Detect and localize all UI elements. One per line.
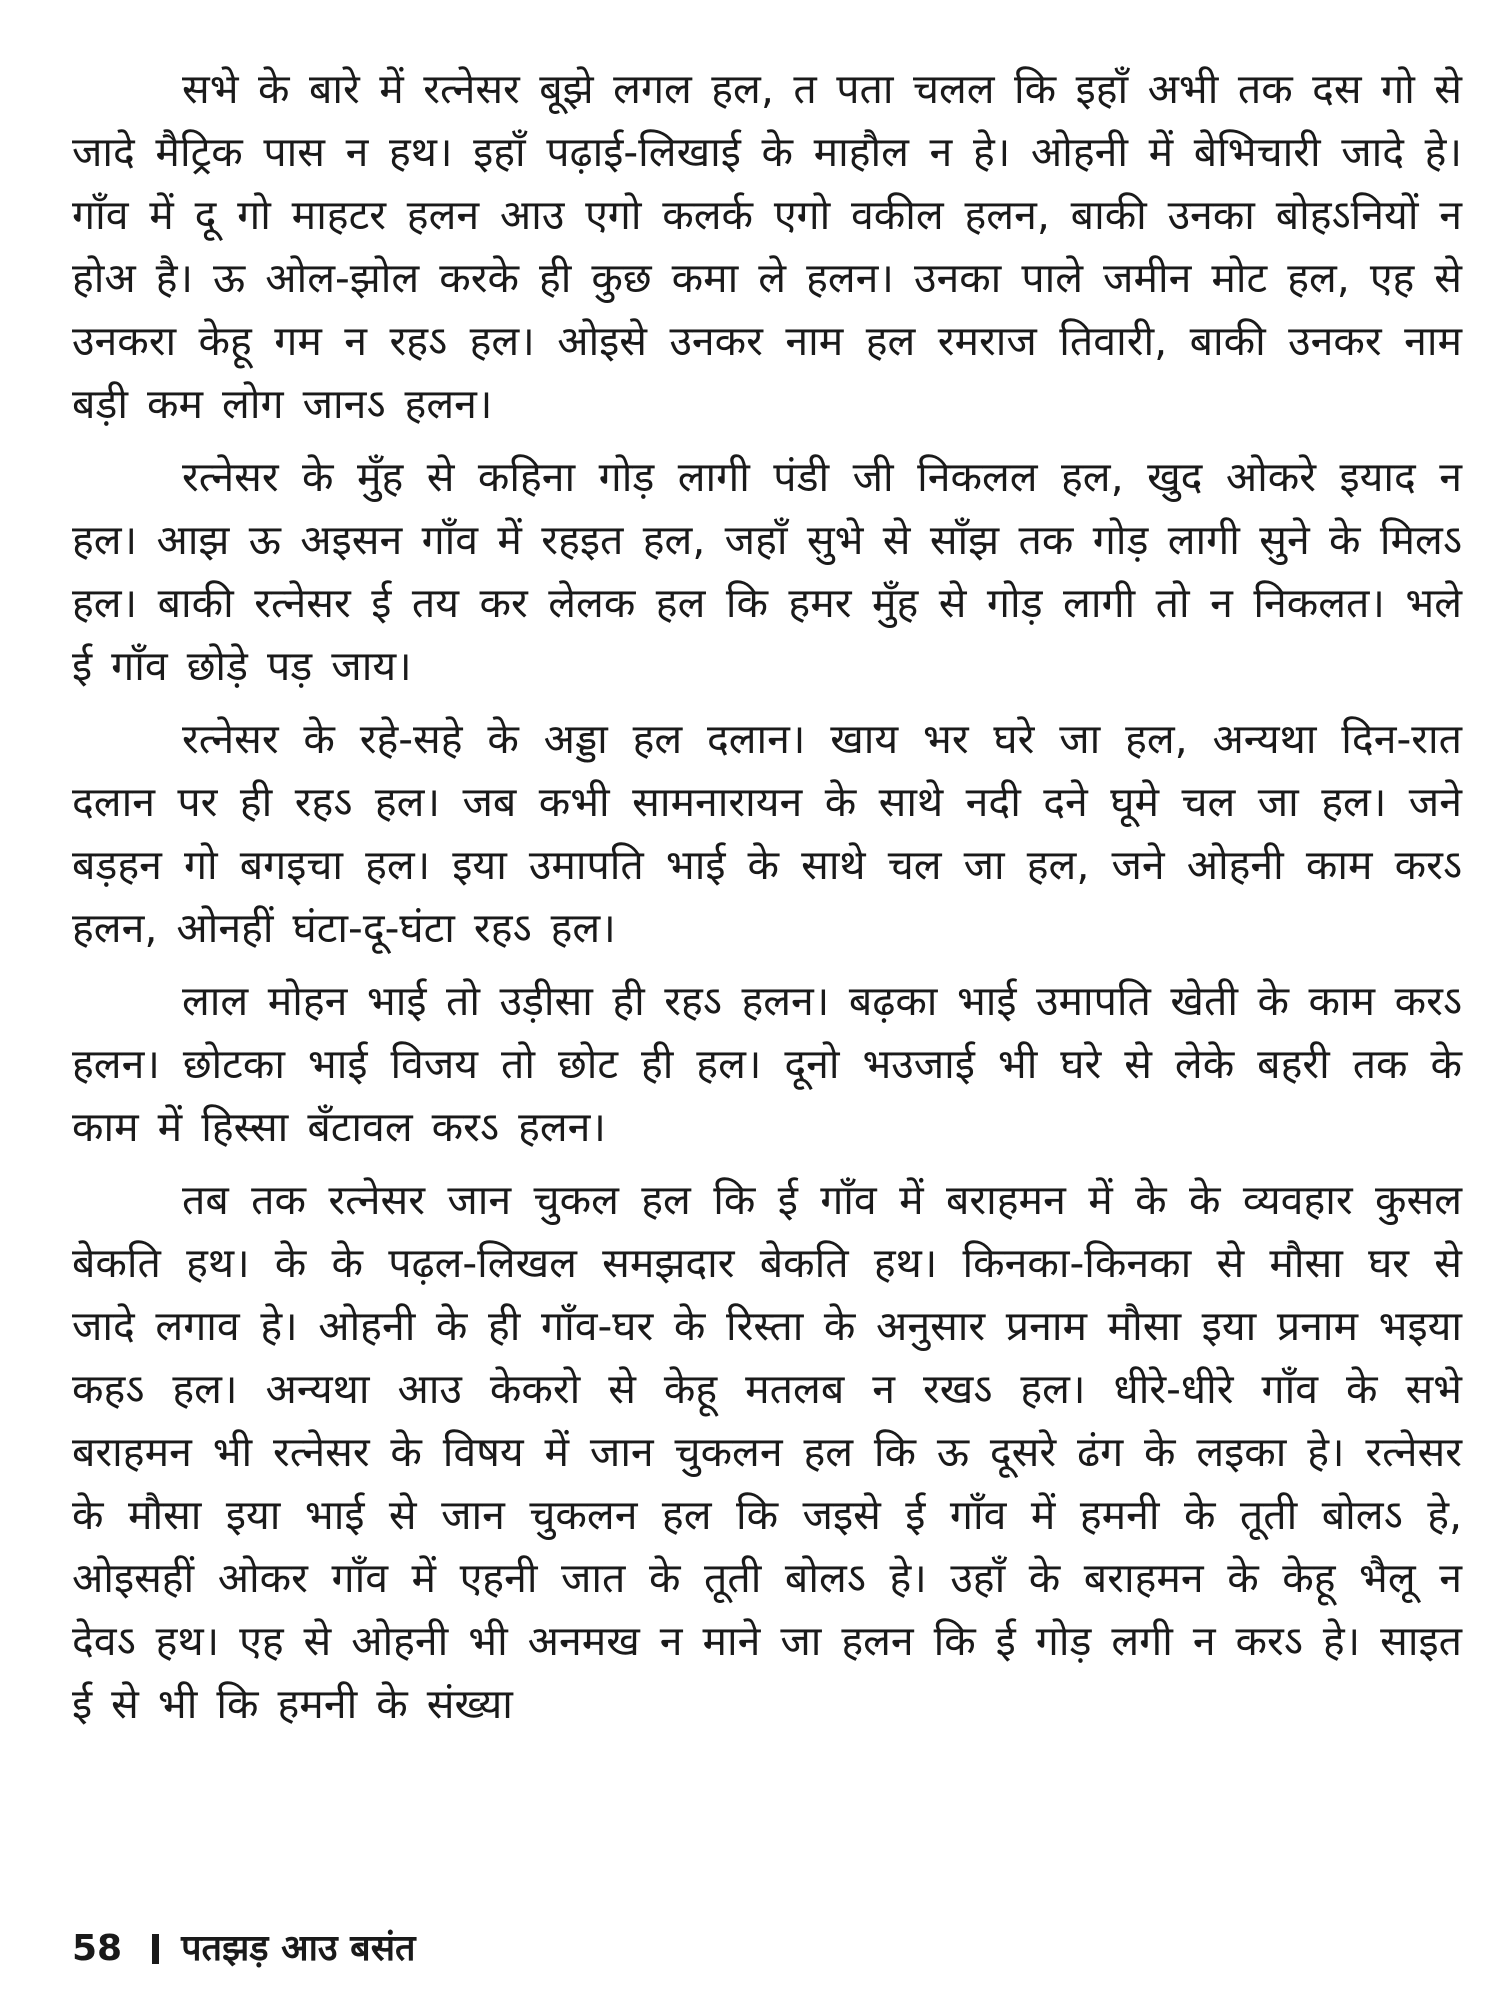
paragraph-5: तब तक रत्नेसर जान चुकल हल कि ई गाँव में बराहमन में के के व्यवहार कुसल बेकति हथ। के के पढ़ल-लिखल समझदार बेकति हथ। किनका-किनका से मौसा घर से जादे लगाव हे। ओहनी के ही गाँव-घर के रिस्ता के अनुसार प्रनाम मौसा इया प्रनाम भइया कहऽ हल। अन्यथा आउ केकरो से केहू मतलब न रखऽ हल। धीरे-धीरे गाँव के सभे बराहमन भी रत्नेसर के विषय में जान चुकलन हल कि ऊ दूसरे ढंग के लइका हे। रत्नेसर के मौसा इया भाई से जान चुकलन हल कि जइसे ई गाँव में हमनी के तूती बोलऽ हे, ओइसहीं ओकर गाँव में एहनी जात के तूती बोलऽ हे। उहाँ के बराहमन के केहू भैलू न देवऽ हथ। एह से ओहनी भी अनमख न माने जा हलन कि ई गोड़ लगी न करऽ हे। साइत ई से भी कि हमनी के संख्या [72, 1176, 1462, 1728]
page-body [72, 58, 1462, 1746]
footer-separator [152, 1934, 159, 1964]
paragraph-1: सभे के बारे में रत्नेसर बूझे लगल हल, त पता चलल कि इहाँ अभी तक दस गो से जादे मैट्रिक पास न हथ। इहाँ पढ़ाई-लिखाई के माहौल न हे। ओहनी में बेभिचारी जादे हे। गाँव में दू गो माहटर हलन आउ एगो कलर्क एगो वकील हलन, बाकी उनका बोहऽनियों न होअ है। ऊ ओल-झोल करके ही कुछ कमा ले हलन। उनका पाले जमीन मोट हल, एह से उनकरा केहू गम न रहऽ हल। ओइसे उनकर नाम हल रमराज तिवारी, बाकी उनकर नाम बड़ी कम लोग जानऽ हलन। [72, 65, 1462, 428]
paragraph-2: रत्नेसर के मुँह से कहिना गोड़ लागी पंडी जी निकलल हल, खुद ओकरे इयाद न हल। आझ ऊ अइसन गाँव में रहइत हल, जहाँ सुभे से साँझ तक गोड़ लागी सुने के मिलऽ हल। बाकी रत्नेसर ई तय कर लेलक हल कि हमर मुँह से गोड़ लागी तो न निकलत। भले ई गाँव छोड़े पड़ जाय। [72, 453, 1462, 690]
paragraph-3: रत्नेसर के रहे-सहे के अड्डा हल दलान। खाय भर घरे जा हल, अन्यथा दिन-रात दलान पर ही रहऽ हल। जब कभी सामनारायन के साथे नदी दने घूमे चल जा हल। जने बड़हन गो बगइचा हल। इया उमापति भाई के साथे चल जा हल, जने ओहनी काम करऽ हलन, ओनहीं घंटा-दू-घंटा रहऽ हल। [72, 715, 1462, 952]
page-footer [72, 1922, 416, 1971]
book-title: पतझड़ आउ बसंत [181, 1928, 416, 1969]
page-number: 58 [72, 1928, 123, 1969]
paragraph-4: लाल मोहन भाई तो उड़ीसा ही रहऽ हलन। बढ़का भाई उमापति खेती के काम करऽ हलन। छोटका भाई विजय तो छोट ही हल। दूनो भउजाई भी घरे से लेके बहरी तक के काम में हिस्सा बँटावल करऽ हलन। [72, 977, 1462, 1151]
